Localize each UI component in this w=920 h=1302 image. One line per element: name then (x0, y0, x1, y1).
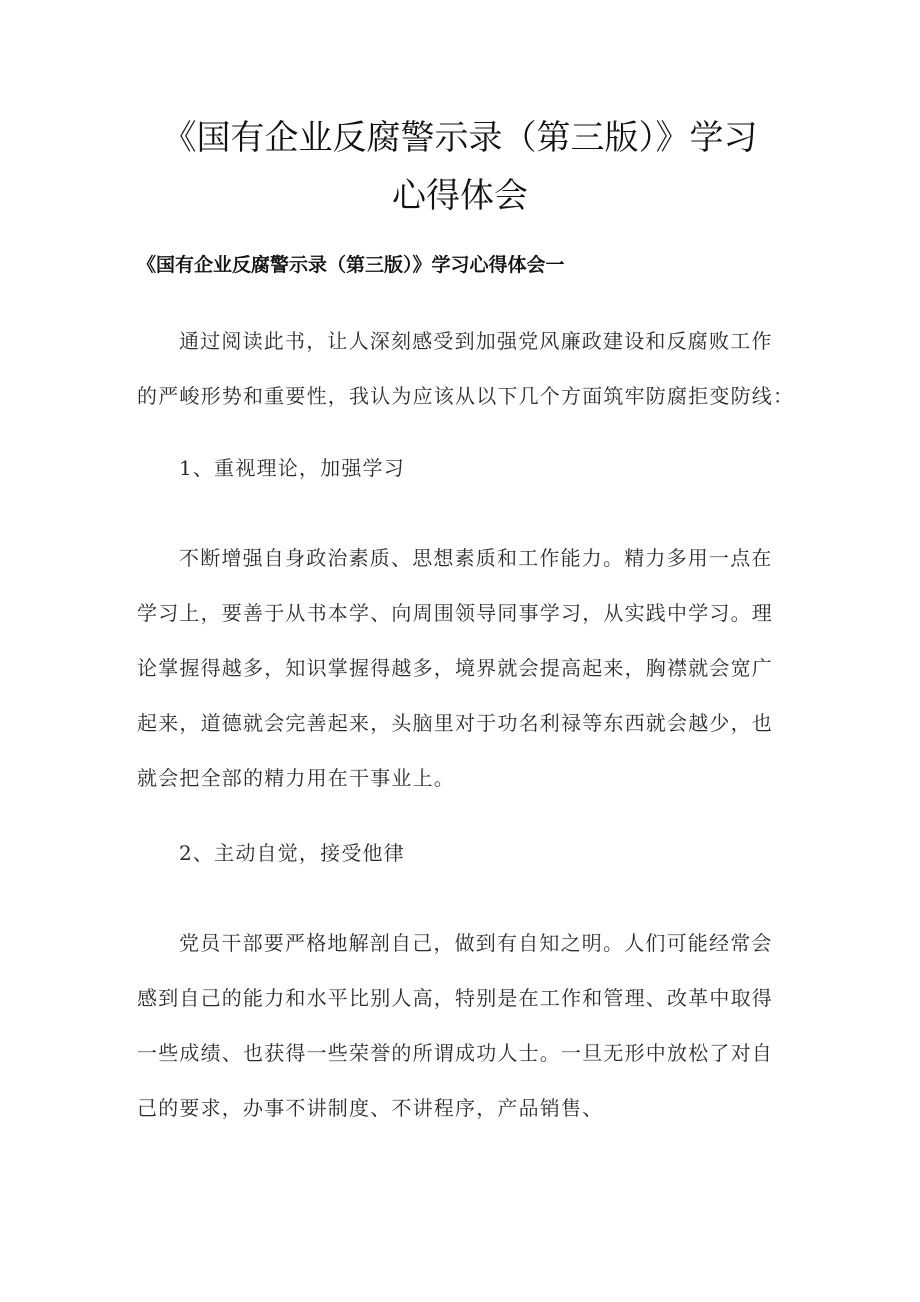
section-2-heading (137, 826, 792, 881)
paragraph-line: 论掌握得越多，知识掌握得越多，境界就会提高起来，胸襟就会宽广 (137, 656, 773, 680)
paragraph-line: 就会把全部的精力用在干事业上。 (137, 766, 455, 790)
paragraph-line: 党员干部要严格地解剖自己，做到有自知之明。人们可能经常会 (179, 931, 773, 955)
heading-text: 1、重视理论，加强学习 (179, 456, 405, 480)
section-1-heading (137, 441, 792, 496)
paragraph-line: 己的要求，办事不讲制度、不讲程序，产品销售、 (137, 1096, 604, 1120)
paragraph-line: 不断增强自身政治素质、思想素质和工作能力。精力多用一点在 (179, 546, 773, 570)
section-1-paragraph (137, 531, 792, 806)
section-2-paragraph (137, 916, 792, 1136)
paragraph-line: 学习上，要善于从书本学、向周围领导同事学习，从实践中学习。理 (137, 601, 773, 625)
document-title-line-1: 《国有企业反腐警示录（第三版）》学习 (162, 118, 758, 158)
paragraph-line: 的严峻形势和重要性，我认为应该从以下几个方面筑牢防腐拒变防线： (137, 384, 795, 408)
paragraph-line: 通过阅读此书，让人深刻感受到加强党风廉政建设和反腐败工作 (179, 329, 773, 353)
section-subtitle: 《国有企业反腐警示录（第三版）》学习心得体会一 (137, 254, 565, 276)
document-title-line-2: 心得体会 (392, 176, 528, 216)
heading-text: 2、主动自觉，接受他律 (179, 841, 405, 865)
paragraph-line: 一些成绩、也获得一些荣誉的所谓成功人士。一旦无形中放松了对自 (137, 1041, 773, 1065)
paragraph-line: 起来，道德就会完善起来，头脑里对于功名利禄等东西就会越少，也 (137, 711, 773, 735)
intro-paragraph (137, 314, 795, 424)
paragraph-line: 感到自己的能力和水平比别人高，特别是在工作和管理、改革中取得 (137, 986, 773, 1010)
